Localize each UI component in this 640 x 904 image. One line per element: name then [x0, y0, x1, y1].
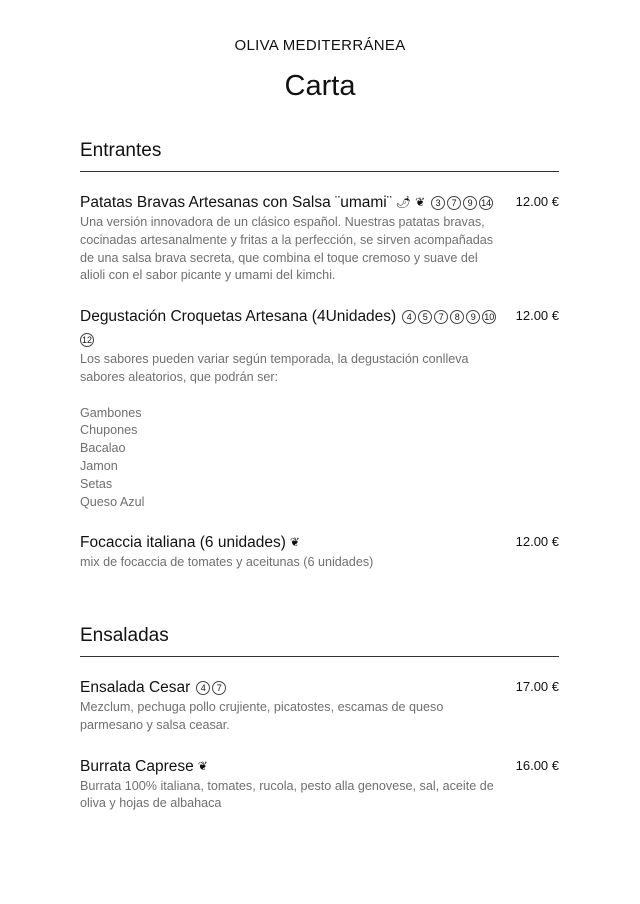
restaurant-name: OLIVA MEDITERRÁNEA	[234, 37, 406, 54]
item-price: 12.00 €	[515, 534, 559, 550]
menu-item	[80, 755, 559, 814]
chili-icon: 🌶	[395, 195, 412, 209]
menu-item	[80, 305, 559, 511]
item-description: Mezclum, pechuga pollo crujiente, picatostes, escamas de queso parmesano y salsa ceasar.	[80, 700, 444, 732]
allergen-badge: 9	[463, 196, 477, 210]
item-description: mix de focaccia de tomates y aceitunas (6 unidades)	[80, 555, 374, 570]
leaf-icon: ❦	[289, 535, 300, 550]
item-price: 12.00 €	[515, 194, 559, 209]
section-ensaladas	[80, 625, 559, 833]
allergen-badge: 7	[447, 196, 461, 210]
section-title: Entrantes	[80, 140, 559, 172]
item-description: Una versión innovadora de un clásico español. Nuestras patatas bravas, cocinadas artesanalmente y fritas a la perfección, se sirven acompañadas de una salsa brava secreta, que combina el toque cremoso y suave del alioli con el sabor picante y umami del kimchi.	[80, 215, 494, 283]
allergen-badge: 4	[402, 310, 416, 324]
allergen-badge: 5	[418, 310, 432, 324]
allergen-badge: 14	[481, 198, 492, 208]
allergen-badge: 8	[450, 310, 464, 324]
item-name: Degustación Croquetas Artesana (4Unidades)	[80, 308, 397, 326]
allergen-badge: 9	[466, 310, 480, 324]
allergen-badge: 12	[81, 335, 92, 346]
allergen-badge: 7	[212, 681, 226, 695]
leaf-icon: ❦	[197, 758, 208, 773]
allergen-badge: 10	[484, 312, 495, 323]
menu-item	[80, 531, 559, 572]
item-price: 17.00 €	[515, 679, 559, 694]
menu-item	[80, 191, 559, 285]
item-name: Burrata Caprese	[80, 757, 194, 775]
allergen-badge: 3	[431, 196, 445, 210]
allergen-badge: 7	[434, 310, 448, 324]
leaf-icon: ❦	[415, 195, 426, 209]
section-entrantes	[80, 140, 559, 592]
section-title: Ensaladas	[80, 625, 559, 657]
page-title: Carta	[284, 70, 356, 102]
item-price: 12.00 €	[515, 308, 559, 324]
item-description: Burrata 100% italiana, tomates, rucola, pesto alla genovese, sal, aceite de oliva y hojas de albahaca	[80, 778, 494, 811]
menu-item	[80, 676, 559, 735]
item-name: Focaccia italiana (6 unidades)	[80, 534, 286, 552]
allergen-badge: 4	[196, 681, 210, 695]
item-name: Patatas Bravas Artesanas con Salsa ¨umami¨	[80, 194, 392, 211]
item-price: 16.00 €	[515, 757, 559, 773]
item-name: Ensalada Cesar	[80, 679, 191, 696]
item-description: Los sabores pueden variar según temporada, la degustación conlleva sabores aleatorios, que podrán ser: Gambones Chupones Bacalao Jamon Setas Queso Azul	[80, 352, 469, 509]
